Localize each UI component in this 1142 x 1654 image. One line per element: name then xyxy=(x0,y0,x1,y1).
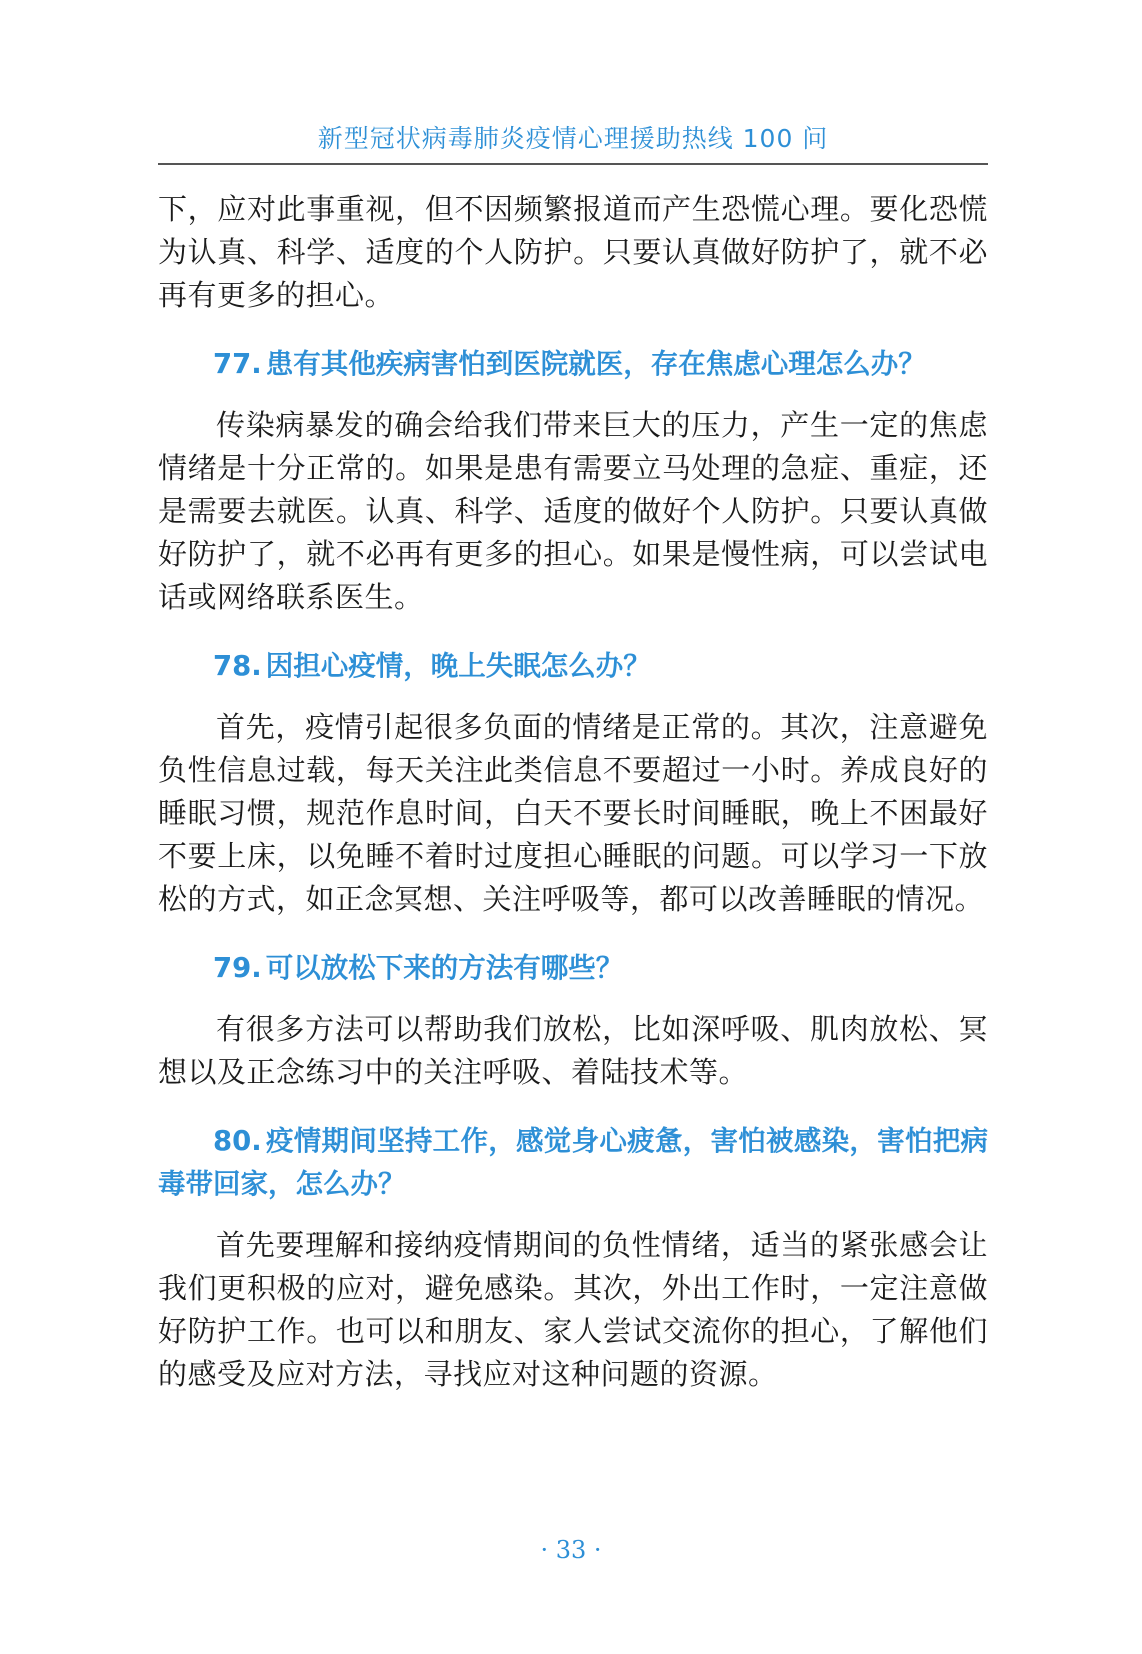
header-divider xyxy=(158,163,988,165)
question-text: 疫情期间坚持工作，感觉身心疲惫，害怕被感染，害怕把病毒带回家，怎么办？ xyxy=(158,1125,988,1200)
question-heading xyxy=(158,947,988,990)
question-number: 77. xyxy=(213,348,262,380)
answer-paragraph: 有很多方法可以帮助我们放松，比如深呼吸、肌肉放松、冥想以及正念练习中的关注呼吸、着陆技术等。 xyxy=(158,1012,988,1089)
question-number: 79. xyxy=(213,952,262,984)
continued-paragraph: 下，应对此事重视，但不因频繁报道而产生恐慌心理。要化恐慌为认真、科学、适度的个人防护。只要认真做好防护了，就不必再有更多的担心。 xyxy=(158,192,988,312)
question-text: 因担心疫情，晚上失眠怎么办？ xyxy=(265,650,651,682)
question-heading xyxy=(158,645,988,688)
answer-paragraph: 传染病暴发的确会给我们带来巨大的压力，产生一定的焦虑情绪是十分正常的。如果是患有需要立马处理的急症、重症，还是需要去就医。认真、科学、适度的做好个人防护。只要认真做好防护了，就不必再有更多的担心。如果是慢性病，可以尝试电话或网络联系医生。 xyxy=(158,408,988,614)
question-text: 患有其他疾病害怕到医院就医，存在焦虑心理怎么办？ xyxy=(265,348,926,380)
question-text: 可以放松下来的方法有哪些？ xyxy=(265,952,624,984)
question-number: 78. xyxy=(213,650,262,682)
qa-item-79 xyxy=(158,947,988,1094)
answer-paragraph: 首先，疫情引起很多负面的情绪是正常的。其次，注意避免负性信息过载，每天关注此类信息不要超过一小时。养成良好的睡眠习惯，规范作息时间，白天不要长时间睡眠，晚上不困最好不要上床，以免睡不着时过度担心睡眠的问题。可以学习一下放松的方式，如正念冥想、关注呼吸等，都可以改善睡眠的情况。 xyxy=(158,710,988,916)
running-header-title: 新型冠状病毒肺炎疫情心理援助热线 100 问 xyxy=(317,124,829,153)
qa-item-77 xyxy=(158,343,988,619)
qa-item-78 xyxy=(158,645,988,921)
page-body xyxy=(158,188,988,1396)
answer-paragraph: 首先要理解和接纳疫情期间的负性情绪，适当的紧张感会让我们更积极的应对，避免感染。其次，外出工作时，一定注意做好防护工作。也可以和朋友、家人尝试交流你的担心，了解他们的感受及应对方法，寻找应对这种问题的资源。 xyxy=(158,1228,988,1391)
qa-item-80 xyxy=(158,1120,988,1396)
page-number: · 33 · xyxy=(540,1536,602,1564)
question-heading xyxy=(158,343,988,386)
question-number: 80. xyxy=(213,1125,262,1157)
question-heading xyxy=(158,1120,988,1206)
